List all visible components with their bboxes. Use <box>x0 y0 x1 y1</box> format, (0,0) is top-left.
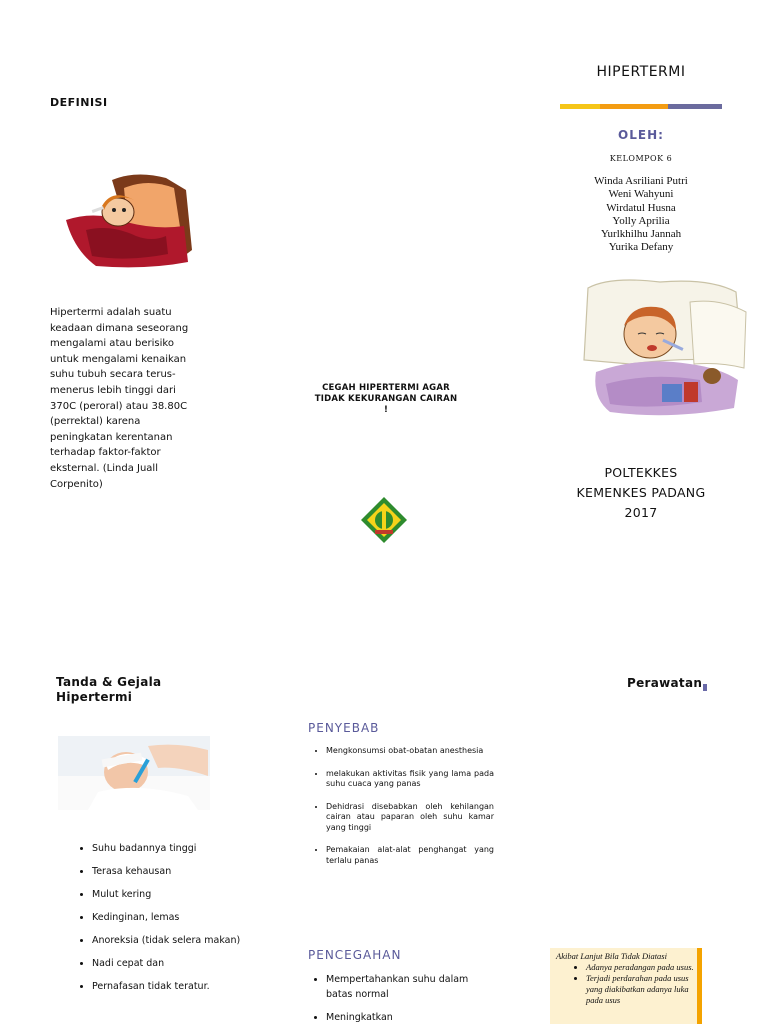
penyebab-heading: PENYEBAB <box>308 721 380 735</box>
institution-block <box>560 463 722 523</box>
list-item: • Mengkonsumsi obat-obatan anesthesia <box>326 746 494 757</box>
tanda-heading-line-1: Tanda & Gejala <box>56 675 162 689</box>
slogan-line-1: CEGAH HIPERTERMI AGAR <box>322 383 450 393</box>
list-item: • Mempertahankan suhu dalam batas normal <box>326 972 494 1002</box>
color-bar-segment-orange <box>600 104 668 109</box>
oleh-label: OLEH: <box>618 128 664 142</box>
note-title: Akibat Lanjut Bila Tidak Diatasi <box>556 951 667 961</box>
list-item: • Anoreksia (tidak selera makan) <box>92 934 252 948</box>
slogan <box>300 383 472 416</box>
list-item: • Kedinginan, lemas <box>92 911 252 925</box>
institution-location: KEMENKES PADANG <box>576 485 706 500</box>
member-name: Winda Asriliani Putri <box>594 175 688 187</box>
color-bar-segment-yellow <box>560 104 600 109</box>
list-item: • Mulut kering <box>92 888 252 902</box>
list-item: • Pemakaian alat-alat penghangat yang terlalu panas <box>326 845 494 866</box>
sick-child-in-bed-illustration <box>56 170 196 270</box>
tanda-heading-line-2: Hipertermi <box>56 690 133 704</box>
list-item: • Adanya peradangan pada usus. <box>586 962 697 973</box>
list-item: • Terasa kehausan <box>92 865 252 879</box>
pencegahan-heading: PENCEGAHAN <box>308 948 402 962</box>
slogan-line-2: TIDAK KEKURANGAN CAIRAN <box>314 394 458 404</box>
slogan-line-3: ! <box>383 405 389 415</box>
list-item: • Meningkatkan <box>326 1010 494 1025</box>
list-item: • Dehidrasi disebabkan oleh kehilangan cairan atau paparan oleh suhu kamar yang tinggi <box>326 802 494 834</box>
perawatan-marker <box>703 684 707 691</box>
member-name: Weni Wahyuni <box>608 188 674 201</box>
perawatan-heading: Perawatan <box>627 676 703 690</box>
gejala-list <box>58 842 252 1003</box>
note-list <box>556 962 697 1006</box>
list-item: • Terjadi perdarahan pada usus yang diakibatkan adanya luka pada usus <box>586 973 697 1006</box>
tanda-heading <box>56 675 161 705</box>
poltekkes-logo-icon <box>359 495 409 545</box>
definisi-heading: DEFINISI <box>50 96 108 109</box>
member-name: Yolly Aprilia <box>612 214 670 227</box>
child-thermometer-photo <box>58 736 210 810</box>
institution-name: POLTEKKES <box>604 465 678 480</box>
list-item: • Nadi cepat dan <box>92 957 252 971</box>
member-name: Wirdatul Husna <box>606 201 676 214</box>
note-box <box>550 948 702 1024</box>
member-list <box>560 175 722 255</box>
sick-child-pillow-illustration <box>570 272 748 424</box>
list-item: • Pernafasan tidak teratur. <box>92 980 252 994</box>
cover-title: HIPERTERMI <box>596 64 686 80</box>
member-name: Yurika Defany <box>608 241 674 254</box>
color-bar-segment-purple <box>668 104 722 109</box>
cover-color-bar <box>560 104 722 109</box>
penyebab-list <box>292 746 494 878</box>
list-item: • Suhu badannya tinggi <box>92 842 252 856</box>
definition-text: Hipertermi adalah suatu keadaan dimana seseorang mengalami atau berisiko untuk mengalami kenaikan suhu tubuh secara terus-menerus lebih tinggi dari 370C (peroral) atau 38.80C (perrektal) karena peningkatan kerentanan terhadap faktor-faktor eksternal. (Linda Juall Corpenito) <box>50 307 189 490</box>
member-name: Yurlkhilhu Jannah <box>600 228 682 241</box>
list-item: • melakukan aktivitas fisik yang lama pada suhu cuaca yang panas <box>326 769 494 790</box>
institution-year: 2017 <box>624 505 658 520</box>
kelompok-label: KELOMPOK 6 <box>609 154 673 163</box>
